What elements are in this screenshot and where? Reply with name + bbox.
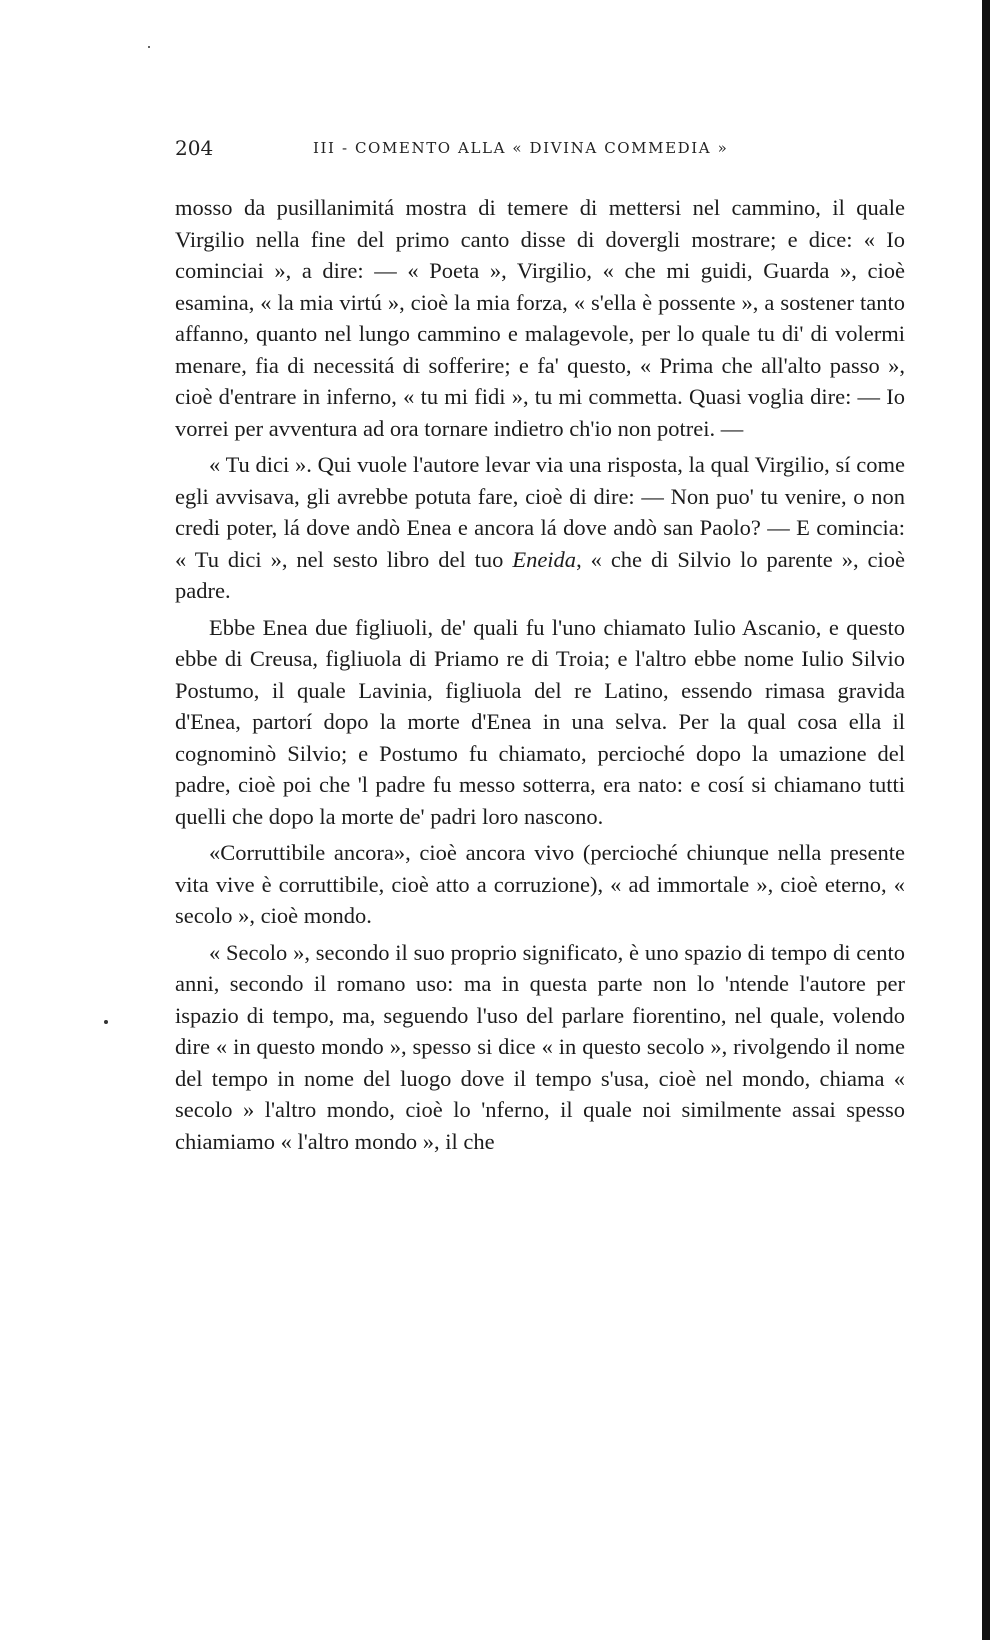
scan-edge-shadow [982, 0, 990, 1640]
running-head: III - COMENTO ALLA « DIVINA COMMEDIA » [313, 139, 729, 157]
page-number: 204 [175, 136, 214, 160]
paragraph-2-text-before: « Tu dici ». Qui vuole l'autore levar via una risposta, la qual Virgilio, sí come egli avvisava, gli avrebbe potuta fare, cioè di dire: — Non puo' tu venire, o non credi poter, lá dove andò Enea e ancora lá dove andò san Paolo? — E comincia: « Tu dici », nel sesto libro del tuo [175, 452, 905, 572]
paragraph-2 [175, 449, 905, 607]
text-body [175, 192, 905, 1162]
ink-speck [104, 1020, 108, 1024]
paragraph-3: Ebbe Enea due figliuoli, de' quali fu l'uno chiamato Iulio Ascanio, e questo ebbe di Creusa, figliuola di Priamo re di Troia; e l'altro ebbe nome Iulio Silvio Postumo, il quale Lavinia, figliuola del re Latino, essendo rimasa gravida d'Enea, partorí dopo la morte d'Enea in una selva. Per la qual cosa ella il cognominò Silvio; e Postumo fu chiamato, percioché dopo la umazione del padre, cioè poi che 'l padre fu messo sotterra, era nato: e cosí si chiamano tutti quelli che dopo la morte de' padri loro nascono. [175, 614, 905, 829]
eneida-title: Eneida [512, 546, 577, 572]
paragraph-4: «Corruttibile ancora», cioè ancora vivo (percioché chiunque nella presente vita vive è corruttibile, cioè atto a corruzione), « ad immortale », cioè eterno, « secolo », cioè mondo. [175, 840, 905, 928]
page-header [175, 136, 905, 164]
ink-speck [148, 46, 150, 48]
paragraph-5: « Secolo », secondo il suo proprio significato, è uno spazio di tempo di cento anni, secondo il romano uso: ma in questa parte non lo 'ntende l'autore per ispazio di tempo, ma, seguendo l'uso del parlare fiorentino, nel quale, volendo dire « in questo mondo », spesso si dice « in questo secolo », rivolgendo il nome del tempo in nome del luogo dove il tempo s'usa, cioè nel mondo, chiama « secolo » l'altro mondo, cioè lo 'nferno, il quale noi similmente assai spesso chiamiamo « l'altro mondo », il che [175, 939, 905, 1154]
paragraph-2-text-after: , « che di Silvio lo parente », cioè padre. [175, 546, 905, 603]
paragraph-1: mosso da pusillanimitá mostra di temere di mettersi nel cammino, il quale Virgilio nella fine del primo canto disse di dovergli mostrare; e dice: « Io cominciai », a dire: — « Poeta », Virgilio, « che mi guidi, Guarda », cioè esamina, « la mia virtú », cioè la mia forza, « s'ella è possente », a sostener tanto affanno, quanto nel lungo cammino e malagevole, per lo quale tu di' di volermi menare, fia di necessitá di sofferire; e fa' questo, « Prima che all'alto passo », cioè d'entrare in inferno, « tu mi fidi », tu mi commetta. Quasi voglia dire: — Io vorrei per avventura ad ora tornare indietro ch'io non potrei. — [175, 195, 905, 441]
